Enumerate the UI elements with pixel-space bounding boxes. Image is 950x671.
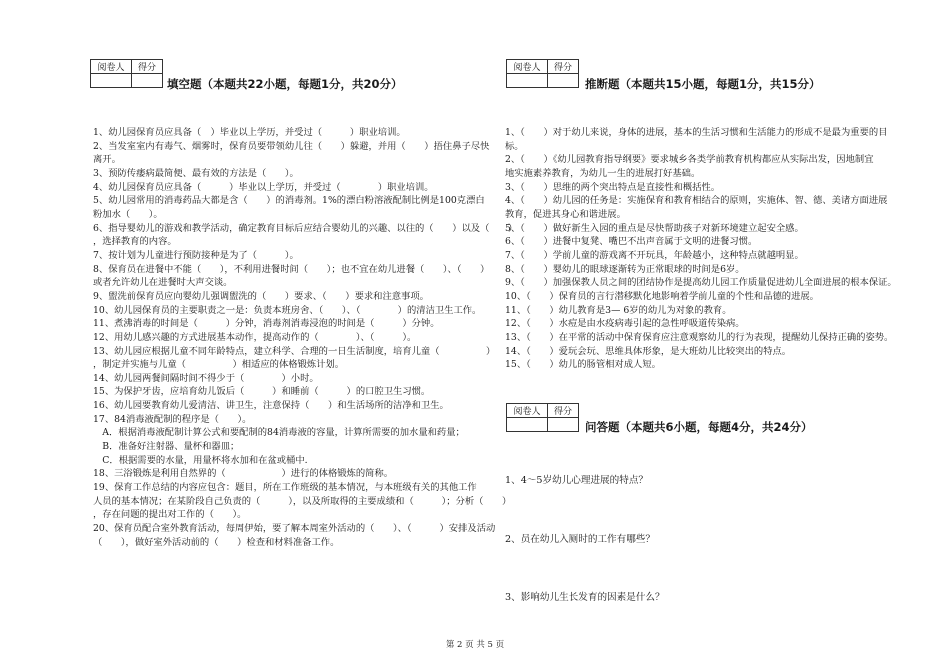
- fill-line: 19、保育工作总结的内容应包含：题目，所在工作班级的基本情况，与本班级有关的其他工作: [93, 482, 477, 494]
- reviewer-cell[interactable]: [91, 74, 132, 88]
- page-footer: 第 2 页 共 5 页: [445, 640, 505, 650]
- reviewer-label: 阅卷人: [91, 60, 132, 74]
- fill-line: 8、保育员在进餐中不能（ ），不利用进餐时间（ ）；也不宜在幼儿进餐（ ）、（ ）: [93, 263, 490, 275]
- score-label: 得分: [132, 60, 163, 74]
- fill-line: 13、幼儿园应根据儿童不同年龄特点，建立科学、合理的一日生活制度，培育儿童（ ）: [93, 345, 496, 357]
- judge-line: 9、（ ）加强保教人员之间的团结协作是提高幼儿园工作质量促进幼儿全面进展的根本保证。: [505, 277, 897, 289]
- qa-question-2: 2、员在幼儿入厕时的工作有哪些？: [505, 534, 656, 545]
- judge-line: 1、（ ）对于幼儿来说，身体的进展，基本的生活习惯和生活能力的形成不是最为重要的目: [505, 127, 888, 138]
- score-box-judge: [506, 59, 579, 88]
- fill-line: 15、为保护牙齿，应培育幼儿饭后（ ）和睡前（ ）的口腔卫生习惯。: [93, 386, 431, 398]
- score-label: 得分: [548, 404, 579, 418]
- qa-question-3: 3、影响幼儿生长发育的因素是什么？: [505, 592, 665, 603]
- fill-line: 5、幼儿园常用的消毒药品大都是含（ ）的消毒剂。1%的漂白粉溶液配制比例是100克漂白: [93, 195, 485, 207]
- fill-line: 3、预防传痿病最简便、最有效的方法是（ ）。: [93, 167, 299, 179]
- qa-section-title: 问答题（本题共6小题，每题4分，共24分）: [585, 420, 813, 434]
- fill-line: ，制定并实施与儿童（ ）相适应的体格锻炼计划。: [93, 359, 345, 371]
- fill-questions: [93, 126, 517, 549]
- judge-questions: [505, 126, 897, 372]
- fill-line: 9、盥洗前保育员应向婴幼儿强调盥洗的（ ）要求、（ ）要求和注意事项。: [93, 290, 429, 302]
- fill-line: 7、按计划为儿童进行预防接种是为了（ ）。: [93, 249, 299, 261]
- fill-line: 离开。: [93, 154, 121, 166]
- qa-question-1: 1、4～5岁幼儿心理进展的特点？: [505, 475, 649, 486]
- judge-line: 4、（ ）幼儿园的任务是：实施保育和教育相结合的原则，实施体、智、德、美诸方面进展: [505, 195, 888, 207]
- judge-line: 2、（ ）《幼儿园教育指导纲要》要求城乡各类学前教育机构都应从实际出发，因地制宜: [505, 154, 874, 166]
- score-label: 得分: [548, 60, 579, 74]
- judge-section-title: 推断题（本题共15小题，每题1分，共15分）: [585, 77, 821, 91]
- fill-line: 粉加水（ ）。: [93, 208, 163, 220]
- fill-line: ，选择教育的内容。: [93, 236, 177, 248]
- judge-line: 标。: [505, 140, 524, 152]
- fill-line: 1、幼儿园保育员应具备（ ）毕业以上学历，并受过（ ）职业培训。: [93, 127, 406, 138]
- fill-line: 4、幼儿园保育员应具备（ ）毕业以上学历，并受过（ ）职业培训。: [93, 181, 434, 193]
- judge-line: 6、（ ）进餐中复凳、嘴巴不出声音属于文明的进餐习惯。: [505, 236, 758, 248]
- fill-line: 或者允许幼儿在进餐时大声交谈。: [93, 277, 233, 289]
- fill-line: C．根据需要的水量，用量杯将水加和在盆或桶中.: [93, 454, 308, 466]
- score-cell[interactable]: [548, 74, 579, 88]
- judge-line: 12、（ ）水痘是由水疫病毒引起的急性呼吸道传染病。: [505, 318, 745, 330]
- fill-line: A．根据消毒液配制计算公式和要配制的84消毒液的容量，计算所需要的加水量和药量；: [93, 427, 465, 439]
- reviewer-label: 阅卷人: [507, 60, 548, 74]
- judge-line: 11、（ ）幼儿教育是3— 6岁的幼儿为对象的教育。: [505, 304, 732, 316]
- fill-line: 18、三浴锻炼是利用自然界的（ ）进行的体格锻炼的简称。: [93, 468, 394, 480]
- judge-line: 10、（ ）保育员的言行潜移默化地影响着学前儿童的个性和品德的进展。: [505, 290, 819, 302]
- fill-line: 2、当发室室内有毒气、烟雾时，保育员要带领幼儿往（ ）躲避，并用（ ）捂住鼻子尽快: [93, 140, 490, 152]
- fill-line: 6、指导婴幼儿的游戏和教学活动，确定教育目标后应结合婴幼儿的兴趣、以往的（ ）以及（ ）: [93, 222, 518, 234]
- fill-line: 10、幼儿园保育员的主要职责之一是：负责本班房舍、（ ）、（ ）的清洁卫生工作。: [93, 304, 482, 316]
- fill-line: （ ），做好室外活动前的（ ）检查和材料准备工作。: [93, 536, 340, 548]
- judge-line: 7、（ ）学前儿童的游戏离不开玩具，年龄越小，这种特点就越明显。: [505, 249, 804, 261]
- judge-line: 5、（ ）做好新生入园的重点是尽快帮助孩子对新环境建立起安全感。: [505, 222, 804, 234]
- judge-line: 15、（ ）幼儿的肠管相对成人短。: [505, 359, 661, 371]
- judge-line: 3、（ ）思维的两个突出特点是直接性和概括性。: [505, 181, 721, 193]
- score-box-fill: [90, 59, 163, 88]
- judge-line: 教育，促进其身心和谐进展。: [505, 208, 626, 220]
- reviewer-cell[interactable]: [507, 74, 548, 88]
- fill-line: 17、84消毒液配制的程序是（ ）。: [93, 413, 252, 425]
- fill-section-title: 填空题（本题共22小题，每题1分，共20分）: [167, 77, 403, 91]
- score-cell[interactable]: [548, 418, 579, 432]
- fill-line: 20、保育员配合室外教育活动，每周伊始，要了解本周室外活动的（ ）、（ ）安排及活动: [93, 523, 496, 535]
- reviewer-label: 阅卷人: [507, 404, 548, 418]
- fill-line: 16、幼儿园要教育幼儿爱清洁、讲卫生，注意保持（ ）和生活场所的洁净和卫生。: [93, 400, 449, 412]
- judge-line: 地实施素养教育，为幼儿一生的进展打好基础。: [505, 167, 701, 179]
- fill-line: ，存在问题的提出对工作的（ ）。: [93, 509, 247, 521]
- judge-line: 8、（ ）婴幼儿的眼球逐渐转为正常眼球的时间是6岁。: [505, 263, 745, 275]
- fill-line: B．准备好注射器、量杯和器皿；: [93, 441, 240, 453]
- judge-line: 13、（ ）在平常的活动中保育保育应注意观察幼儿的行为表现，提醒幼儿保持正确的姿势。: [505, 331, 894, 343]
- fill-line: 12、用幼儿感兴趣的方式进展基本动作，提高动作的（ ）、（ ）。: [93, 331, 417, 343]
- score-cell[interactable]: [132, 74, 163, 88]
- judge-line: 14、（ ）爱玩会玩、思维具体形象，是大班幼儿比较突出的特点。: [505, 345, 792, 357]
- fill-line: 11、煮沸消毒的时间是（ ）分钟，消毒剂消毒浸泡的时间是（ ）分钟。: [93, 318, 440, 330]
- fill-line: 14、幼儿园两餐间隔时间不得少于（ ）小时。: [93, 372, 319, 384]
- fill-line: 人员的基本情况；在某阶段自己负责的（ ），以及所取得的主要成绩和（ ）；分析（ ）: [93, 495, 512, 507]
